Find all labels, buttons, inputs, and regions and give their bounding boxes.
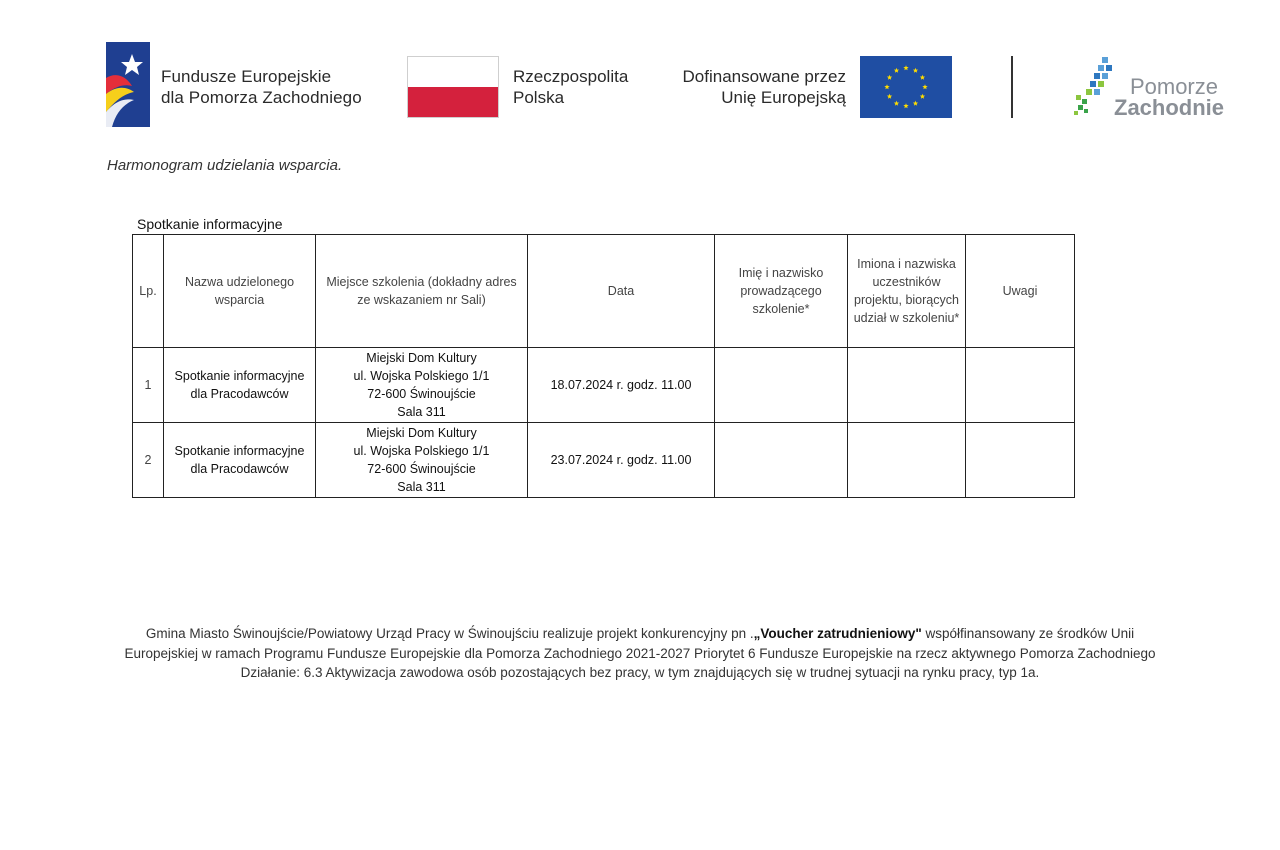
cell-training-place bbox=[316, 348, 528, 423]
polish-flag-icon bbox=[407, 56, 499, 118]
fundusze-europejskie-logo-icon bbox=[106, 42, 150, 127]
cell-notes bbox=[966, 348, 1075, 423]
eu-flag-icon bbox=[860, 56, 952, 118]
table-header-row bbox=[133, 235, 1075, 348]
table-title: Spotkanie informacyjne bbox=[137, 216, 283, 232]
col-header-training-place: Miejsce szkolenia (dokładny adres ze wskazaniem nr Sali) bbox=[316, 235, 528, 348]
col-header-lp: Lp. bbox=[133, 235, 164, 348]
col-header-trainer: Imię i nazwisko prowadzącego szkolenie* bbox=[715, 235, 848, 348]
cell-date: 18.07.2024 r. godz. 11.00 bbox=[528, 348, 715, 423]
eu-cofinancing-text bbox=[640, 66, 846, 108]
eu-line-1: Dofinansowane przez bbox=[682, 67, 846, 86]
place-line: ul. Wojska Polskiego 1/1 bbox=[353, 369, 490, 383]
fe-line-1: Fundusze Europejskie bbox=[161, 67, 332, 86]
cell-training-place bbox=[316, 423, 528, 498]
fe-line-2: dla Pomorza Zachodniego bbox=[161, 88, 362, 107]
pz-logo-text bbox=[1114, 74, 1225, 120]
cell-lp: 2 bbox=[133, 423, 164, 498]
cell-date: 23.07.2024 r. godz. 11.00 bbox=[528, 423, 715, 498]
place-line: Sala 311 bbox=[397, 405, 446, 419]
col-header-date: Data bbox=[528, 235, 715, 348]
project-footer-note bbox=[120, 624, 1160, 683]
cell-support-name: Spotkanie informacyjne dla Pracodawców bbox=[164, 348, 316, 423]
place-line: 72-600 Świnoujście bbox=[367, 462, 476, 476]
table-row bbox=[133, 348, 1075, 423]
pz-line-1: Pomorze bbox=[1129, 74, 1218, 99]
document-heading: Harmonogram udzielania wsparcia. bbox=[107, 157, 343, 174]
cell-participants bbox=[848, 423, 966, 498]
pl-line-2: Polska bbox=[513, 88, 565, 107]
place-line: Miejski Dom Kultury bbox=[366, 426, 477, 440]
col-header-notes: Uwagi bbox=[966, 235, 1075, 348]
place-line: 72-600 Świnoujście bbox=[367, 387, 476, 401]
eu-line-2: Unię Europejską bbox=[721, 88, 846, 107]
cell-participants bbox=[848, 348, 966, 423]
cell-trainer bbox=[715, 348, 848, 423]
fe-logo-text bbox=[161, 66, 362, 108]
footer-part-2: współfinansowany ze środków Unii Europejskiej w ramach Programu Fundusze Europejskie dla Pomorza Zachodniego 2021-2027 Priorytet 6 Fundusze Europejskie na rzecz aktywnego Pomorza Zachodniego Działanie: 6.3 Aktywizacja zawodowa osób pozostających bez pracy, w tym znajdujących się w trudnej sytuacji na rynku pracy, typ 1a. bbox=[124, 626, 1156, 680]
place-line: Sala 311 bbox=[397, 480, 446, 494]
table-row bbox=[133, 423, 1075, 498]
pl-line-1: Rzeczpospolita bbox=[513, 67, 629, 86]
place-line: ul. Wojska Polskiego 1/1 bbox=[353, 444, 490, 458]
col-header-support-name: Nazwa udzielonego wsparcia bbox=[164, 235, 316, 348]
footer-project-name: „Voucher zatrudnieniowy" bbox=[753, 626, 922, 641]
logo-bar bbox=[0, 0, 1280, 140]
logo-divider bbox=[1011, 56, 1013, 118]
pl-logo-text bbox=[513, 66, 628, 108]
place-line: Miejski Dom Kultury bbox=[366, 351, 477, 365]
footer-part-1: Gmina Miasto Świnoujście/Powiatowy Urząd Pracy w Świnoujściu realizuje projekt konkurencyjny pn . bbox=[145, 626, 754, 641]
cell-trainer bbox=[715, 423, 848, 498]
col-header-participants: Imiona i nazwiska uczestników projektu, biorących udział w szkoleniu* bbox=[848, 235, 966, 348]
pz-line-2: Zachodnie bbox=[1114, 95, 1225, 120]
cell-support-name: Spotkanie informacyjne dla Pracodawców bbox=[164, 423, 316, 498]
cell-notes bbox=[966, 423, 1075, 498]
schedule-table bbox=[132, 234, 1075, 498]
cell-lp: 1 bbox=[133, 348, 164, 423]
